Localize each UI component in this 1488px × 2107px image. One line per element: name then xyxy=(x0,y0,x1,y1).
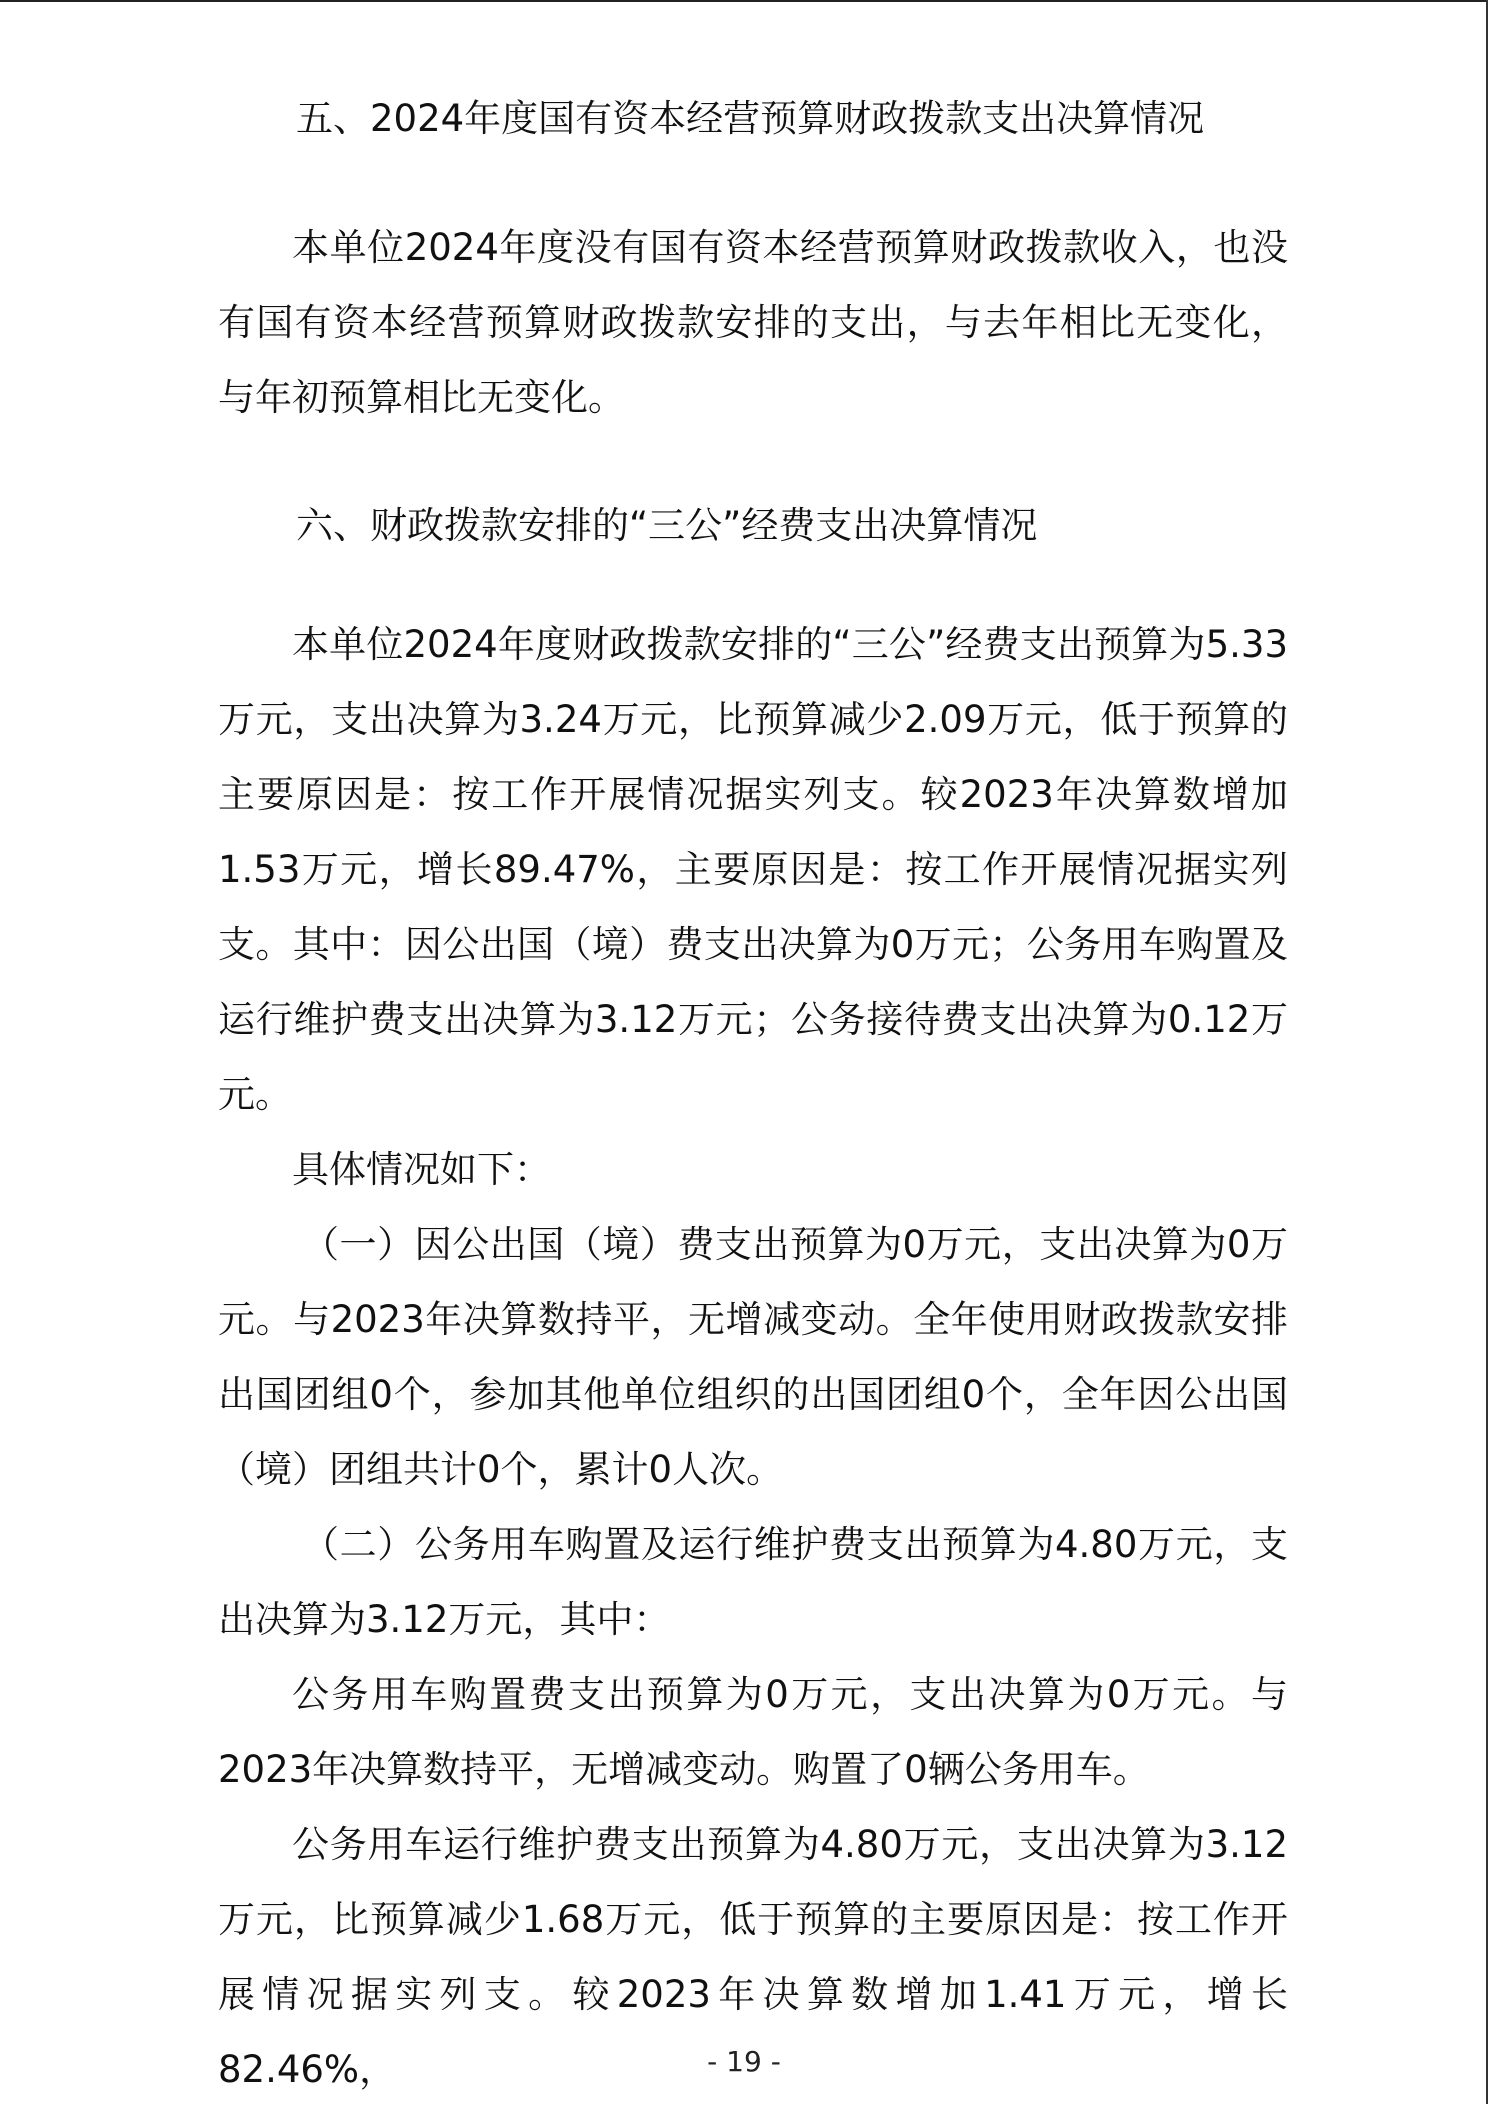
section-paragraph-5: 本单位2024年度没有国有资本经营预算财政拨款收入，也没有国有资本经营预算财政拨款安排的支出，与去年相比无变化，与年初预算相比无变化。 xyxy=(218,226,1288,419)
top-border-line xyxy=(0,0,1488,2)
section-heading-6: 六、财政拨款安排的“三公”经费支出决算情况 xyxy=(296,504,1038,547)
details-intro: 具体情况如下： xyxy=(292,1148,551,1191)
vehicle-operation-paragraph: 公务用车运行维护费支出预算为4.80万元，支出决算为3.12万元，比预算减少1.68万元，低于预算的主要原因是：按工作开展情况据实列支。较2023年决算数增加1.41万元，增长82.46%， xyxy=(218,1823,1288,2091)
subsection-1-overseas: （一）因公出国（境）费支出预算为0万元，支出决算为0万元。与2023年决算数持平，无增减变动。全年使用财政拨款安排出国团组0个，参加其他单位组织的出国团组0个，全年因公出国（境）团组共计0个，累计0人次。 xyxy=(218,1223,1288,1491)
vehicle-purchase-paragraph: 公务用车购置费支出预算为0万元，支出决算为0万元。与2023年决算数持平，无增减变动。购置了0辆公务用车。 xyxy=(218,1673,1288,1791)
document-body xyxy=(218,88,1288,2107)
subsection-2-vehicles: （二）公务用车购置及运行维护费支出预算为4.80万元，支出决算为3.12万元，其中： xyxy=(218,1523,1288,1641)
page-number: - 19 - xyxy=(707,2045,781,2078)
section-paragraph-6: 本单位2024年度财政拨款安排的“三公”经费支出预算为5.33万元，支出决算为3.24万元，比预算减少2.09万元，低于预算的主要原因是：按工作开展情况据实列支。较2023年决算数增加1.53万元，增长89.47%，主要原因是：按工作开展情况据实列支。其中：因公出国（境）费支出决算为0万元；公务用车购置及运行维护费支出决算为3.12万元；公务接待费支出决算为0.12万元。 xyxy=(218,623,1288,1116)
section-heading-5: 五、2024年度国有资本经营预算财政拨款支出决算情况 xyxy=(296,97,1205,140)
